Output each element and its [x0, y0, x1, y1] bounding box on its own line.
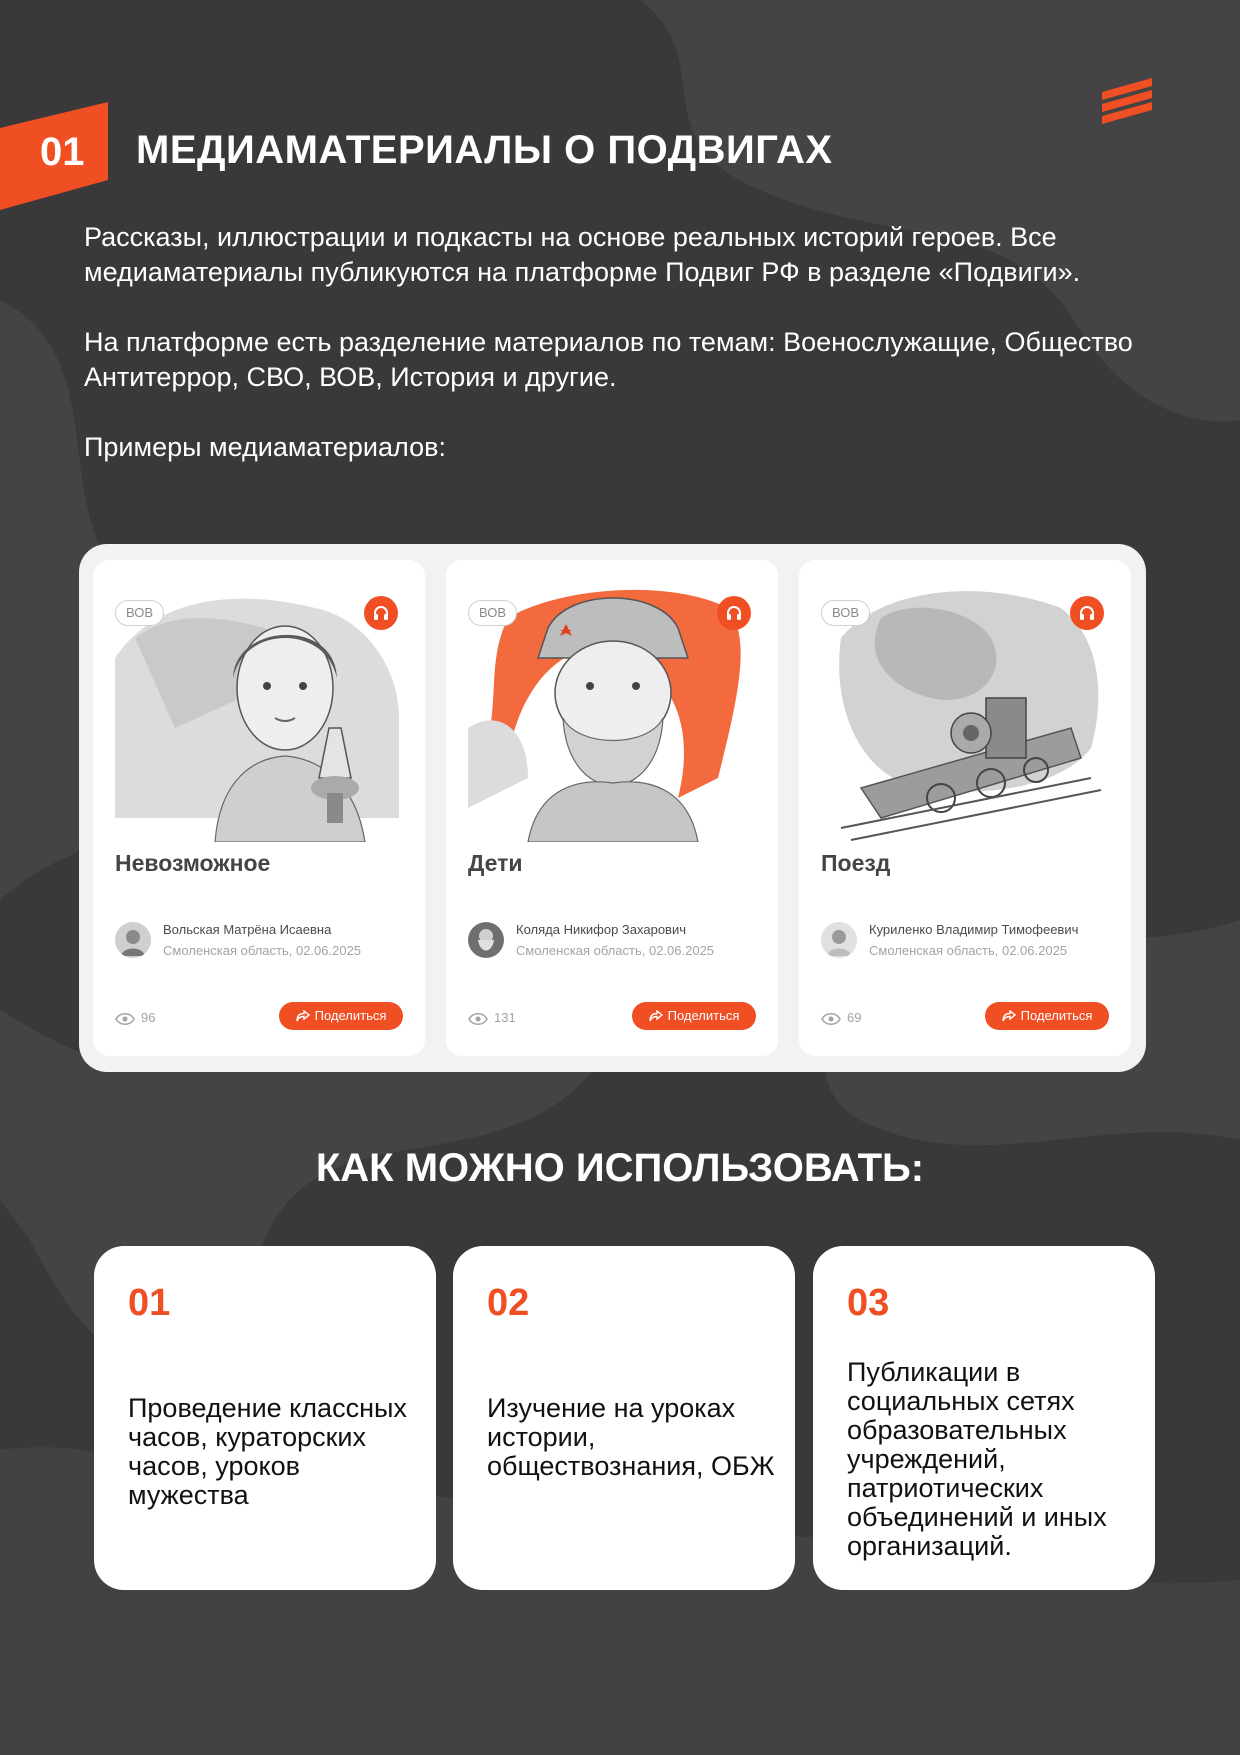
view-count-value: 96	[141, 1010, 156, 1025]
usage-card-text: Изучение на уроках истории, обществознания, ОБЖ	[487, 1393, 775, 1481]
avatar	[115, 922, 151, 958]
share-label: Поделиться	[1020, 1008, 1093, 1023]
eye-icon	[468, 1012, 488, 1026]
share-button[interactable]	[632, 1002, 756, 1030]
usage-card-text: Проведение классных часов, кураторских часов, уроков мужества	[128, 1393, 407, 1510]
location-date: Смоленская область, 02.06.2025	[516, 943, 715, 958]
brand-logo-icon	[1098, 74, 1156, 132]
section-number: 01	[40, 130, 85, 174]
intro-paragraph: Рассказы, иллюстрации и подкасты на основе реальных историй героев. Все медиаматериалы публикуются на платформе Подвиг РФ в разделе «Подвиги».	[84, 222, 1081, 287]
usage-card	[94, 1246, 436, 1590]
share-label: Поделиться	[667, 1008, 740, 1023]
usage-card-number: 02	[487, 1282, 530, 1324]
category-tag[interactable]: ВОВ	[115, 600, 164, 626]
headphones-icon[interactable]	[364, 596, 398, 630]
author-name: Коляда Никифор Захарович	[516, 922, 687, 937]
media-card[interactable]	[799, 560, 1131, 1056]
usage-card-number: 03	[847, 1282, 890, 1324]
category-tag[interactable]: ВОВ	[468, 600, 517, 626]
section-number-flag	[0, 102, 110, 210]
headphones-icon[interactable]	[1070, 596, 1104, 630]
media-card[interactable]	[446, 560, 778, 1056]
share-icon	[1002, 1010, 1016, 1022]
location-date: Смоленская область, 02.06.2025	[163, 943, 362, 958]
section-title: МЕДИАМАТЕРИАЛЫ О ПОДВИГАХ	[136, 128, 833, 172]
view-count-value: 131	[494, 1010, 516, 1025]
view-count-value: 69	[847, 1010, 862, 1025]
usage-card-number: 01	[128, 1282, 171, 1324]
category-tag[interactable]: ВОВ	[821, 600, 870, 626]
usage-title: КАК МОЖНО ИСПОЛЬЗОВАТЬ:	[315, 1146, 925, 1190]
avatar	[821, 922, 857, 958]
media-card[interactable]	[93, 560, 425, 1056]
share-icon	[649, 1010, 663, 1022]
usage-card-text: Публикации в социальных сетях образовательных учреждений, патриотических объединений и иных организаций.	[847, 1357, 1107, 1561]
intro-paragraph: На платформе есть разделение материалов по темам: Военослужащие, Общество Антитеррор, СВО, ВОВ, История и другие.	[84, 327, 1133, 392]
location-date: Смоленская область, 02.06.2025	[869, 943, 1068, 958]
media-title[interactable]: Дети	[468, 850, 523, 876]
share-button[interactable]	[279, 1002, 403, 1030]
view-count	[468, 1008, 516, 1028]
media-title[interactable]: Поезд	[821, 850, 891, 876]
view-count	[821, 1008, 861, 1028]
eye-icon	[821, 1012, 841, 1026]
intro-text	[84, 220, 1164, 465]
media-title[interactable]: Невозможное	[115, 850, 271, 876]
share-label: Поделиться	[314, 1008, 387, 1023]
usage-card	[813, 1246, 1155, 1590]
view-count	[115, 1008, 155, 1028]
usage-card	[453, 1246, 795, 1590]
avatar	[468, 922, 504, 958]
author-name: Куриленко Владимир Тимофеевич	[869, 922, 1079, 937]
share-button[interactable]	[985, 1002, 1109, 1030]
eye-icon	[115, 1012, 135, 1026]
share-icon	[296, 1010, 310, 1022]
headphones-icon[interactable]	[717, 596, 751, 630]
author-name: Вольская Матрёна Исаевна	[163, 922, 332, 937]
media-preview-panel	[79, 544, 1146, 1072]
intro-paragraph: Примеры медиаматериалов:	[84, 432, 446, 462]
